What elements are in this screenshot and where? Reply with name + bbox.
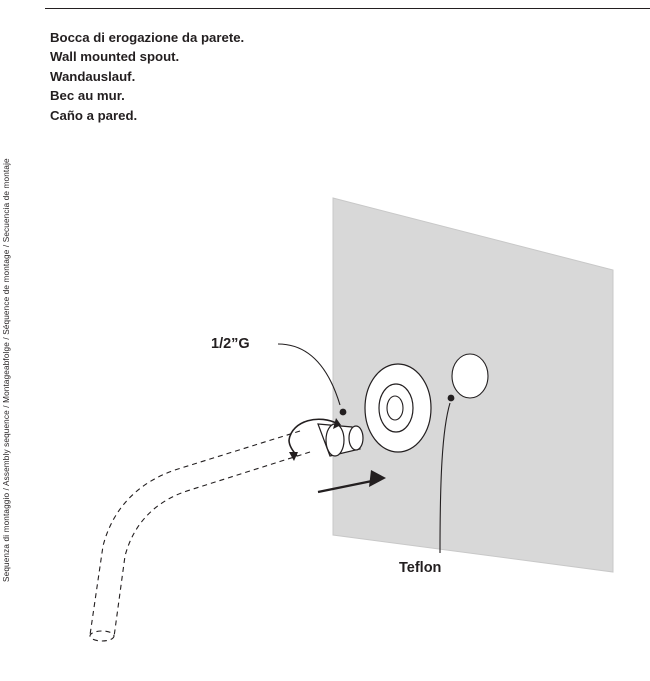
callout-label-teflon: Teflon <box>399 560 442 576</box>
flange-bore <box>387 396 403 420</box>
callout-label-thread: 1/2”G <box>211 336 250 352</box>
spout-outline <box>90 431 310 641</box>
title-line-en: Wall mounted spout. <box>50 49 180 65</box>
title-line-es: Caño a pared. <box>50 107 138 123</box>
side-margin-label: Sequenza di montaggio / Assembly sequence / Montageabfolge / Séquence de montage / Secuencia de montaje <box>2 158 11 582</box>
title-line-de: Wandauslauf. <box>50 68 136 84</box>
wall-hole <box>452 354 488 398</box>
title-line-fr: Bec au mur. <box>50 88 125 104</box>
title-line-it: Bocca di erogazione da parete. <box>50 30 245 45</box>
